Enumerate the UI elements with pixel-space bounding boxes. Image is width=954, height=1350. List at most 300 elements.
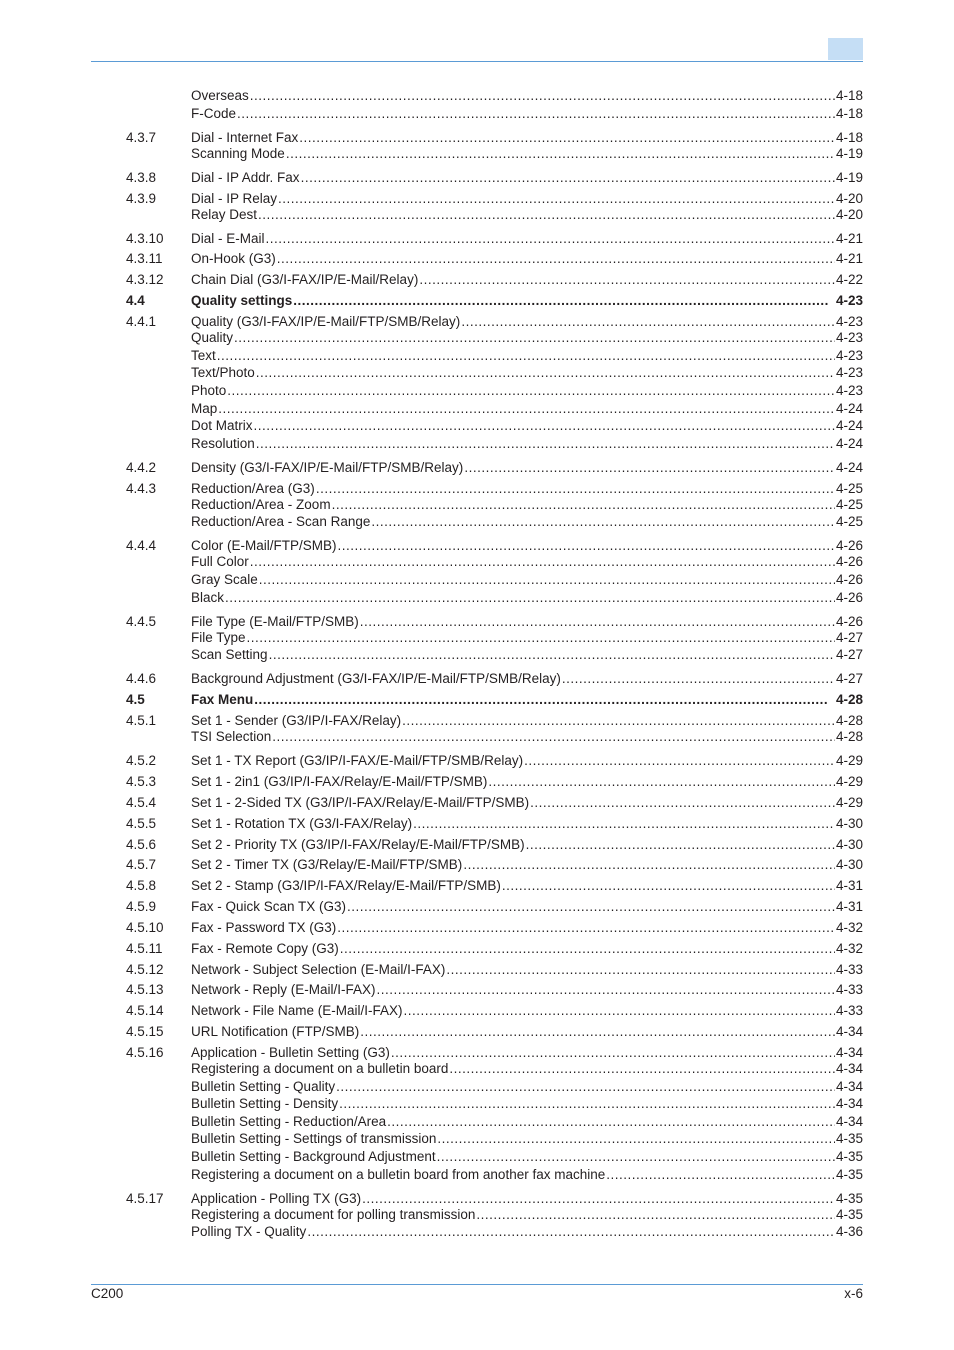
- toc-entry-title: Set 1 - Sender (G3/IP/I-FAX/Relay): [191, 713, 402, 728]
- toc-entry-line: [191, 1148, 863, 1166]
- toc-entry[interactable]: [126, 271, 863, 289]
- toc-page-number: 4-26: [835, 554, 863, 569]
- toc-dot-leader: [286, 145, 835, 163]
- toc-entry-title: Dial - E-Mail: [191, 231, 265, 246]
- toc-page-number: 4-25: [835, 481, 863, 496]
- toc-page-number: 4-18: [835, 130, 863, 145]
- toc-dot-leader: [464, 459, 835, 477]
- toc-dot-leader: [524, 752, 835, 770]
- toc-entry-title: Bulletin Setting - Settings of transmission: [191, 1131, 437, 1146]
- toc-page-number: 4-23: [835, 293, 863, 308]
- toc-entry-title: Registering a document for polling transmission: [191, 1207, 476, 1222]
- toc-page-number: 4-20: [835, 207, 863, 222]
- toc-entry-line: [191, 752, 863, 770]
- toc-entry-title: Dot Matrix: [191, 418, 253, 433]
- toc-dot-leader: [449, 1060, 835, 1078]
- toc-dot-leader: [437, 1148, 835, 1166]
- toc-page-number: 4-19: [835, 170, 863, 185]
- toc-page-number: 4-33: [835, 1003, 863, 1018]
- toc-section-number: 4.3.12: [126, 272, 164, 287]
- toc-section-number: 4.5.7: [126, 857, 157, 872]
- toc-entry[interactable]: [126, 169, 863, 187]
- toc-entry-title: Set 2 - Timer TX (G3/Relay/E-Mail/FTP/SMB): [191, 857, 463, 872]
- toc-dot-leader: [250, 553, 835, 571]
- toc-entry-line: [191, 347, 863, 365]
- toc-dot-leader: [218, 400, 835, 418]
- toc-entry[interactable]: [126, 856, 863, 874]
- toc-section-number: 4.4.1: [126, 314, 157, 329]
- toc-entry-line: [191, 981, 863, 999]
- toc-entry-line: [191, 417, 863, 435]
- toc-dot-leader: [404, 1002, 835, 1020]
- toc-page-number: 4-30: [835, 857, 863, 872]
- toc-section-number: 4.5.3: [126, 774, 157, 789]
- toc-entry[interactable]: [126, 230, 863, 248]
- toc-entry-title: Black: [191, 590, 225, 605]
- toc-section-number: 4.5.1: [126, 713, 157, 728]
- toc-dot-leader: [337, 919, 835, 937]
- toc-entry-line: [191, 773, 863, 791]
- toc-entry-line: [191, 1023, 863, 1041]
- toc-dot-leader: [360, 1023, 835, 1041]
- toc-entry[interactable]: [126, 1130, 863, 1148]
- toc-section-number: 4.5.8: [126, 878, 157, 893]
- toc-section-number: 4.5.9: [126, 899, 157, 914]
- toc-entry[interactable]: [126, 691, 863, 709]
- toc-dot-leader: [530, 794, 835, 812]
- toc-entry-title: Application - Bulletin Setting (G3): [191, 1045, 390, 1060]
- toc-page-number: 4-35: [835, 1167, 863, 1182]
- toc-entry-title: Scan Setting: [191, 647, 268, 662]
- toc-entry-line: [191, 856, 863, 874]
- toc-entry-line: [191, 1095, 863, 1113]
- toc-entry[interactable]: [126, 877, 863, 895]
- toc-entry-line: [191, 206, 863, 224]
- toc-dot-leader: [258, 206, 835, 224]
- toc-entry-title: Bulletin Setting - Quality: [191, 1079, 336, 1094]
- toc-dot-leader: [266, 230, 835, 248]
- toc-entry-line: [191, 877, 863, 895]
- toc-entry-line: [191, 105, 863, 123]
- toc-dot-leader: [272, 728, 835, 746]
- toc-entry-title: Reduction/Area - Scan Range: [191, 514, 371, 529]
- toc-dot-leader: [217, 347, 835, 365]
- toc-entry-title: Registering a document on a bulletin board: [191, 1061, 449, 1076]
- toc-entry-title: Gray Scale: [191, 572, 258, 587]
- toc-entry-title: Fax - Remote Copy (G3): [191, 941, 339, 956]
- toc-section-number: 4.5.14: [126, 1003, 164, 1018]
- toc-entry[interactable]: [126, 206, 863, 224]
- toc-page-number: 4-35: [835, 1207, 863, 1222]
- toc-entry-line: [191, 230, 863, 248]
- toc-entry[interactable]: [126, 364, 863, 382]
- toc-page-number: 4-24: [835, 418, 863, 433]
- toc-entry[interactable]: [126, 1113, 863, 1131]
- toc-page-number: 4-28: [835, 713, 863, 728]
- toc-entry-title: Quality: [191, 330, 234, 345]
- toc-entry-title: F-Code: [191, 106, 237, 121]
- toc-section-number: 4.4.5: [126, 614, 157, 629]
- toc-entry-title: Set 1 - 2in1 (G3/IP/I-FAX/Relay/E-Mail/FTP/SMB): [191, 774, 488, 789]
- toc-entry[interactable]: [126, 400, 863, 418]
- toc-entry-title: Text/Photo: [191, 365, 255, 380]
- toc-entry-title: Network - Subject Selection (E-Mail/I-FAX): [191, 962, 446, 977]
- toc-page-number: 4-34: [835, 1096, 863, 1111]
- toc-page-number: 4-23: [835, 348, 863, 363]
- toc-entry[interactable]: [126, 794, 863, 812]
- toc-page-number: 4-26: [835, 614, 863, 629]
- toc-page-number: 4-23: [835, 365, 863, 380]
- toc-section-number: 4.5.2: [126, 753, 157, 768]
- toc-dot-leader: [463, 856, 835, 874]
- toc-dot-leader: [446, 961, 835, 979]
- toc-page-number: 4-29: [835, 795, 863, 810]
- toc-dot-leader: [247, 629, 835, 647]
- toc-entry[interactable]: [126, 836, 863, 854]
- toc-dot-leader: [437, 1130, 835, 1148]
- toc-entry[interactable]: [126, 815, 863, 833]
- toc-entry-line: [191, 691, 863, 709]
- toc-dot-leader: [340, 940, 835, 958]
- toc-entry[interactable]: [126, 459, 863, 477]
- toc-dot-leader: [307, 1223, 835, 1241]
- toc-dot-leader: [256, 435, 835, 453]
- toc-entry[interactable]: [126, 145, 863, 163]
- toc-entry-line: [191, 1130, 863, 1148]
- toc-entry-title: Text: [191, 348, 216, 363]
- toc-entry[interactable]: [126, 1078, 863, 1096]
- toc-page-number: 4-32: [835, 920, 863, 935]
- toc-section-number: 4.5.16: [126, 1045, 164, 1060]
- toc-dot-leader: [476, 1206, 835, 1224]
- toc-page-number: 4-32: [835, 941, 863, 956]
- toc-entry-line: [191, 169, 863, 187]
- toc-page-number: 4-23: [835, 330, 863, 345]
- toc-entry-title: Quality settings: [191, 293, 293, 308]
- toc-entry-line: [191, 898, 863, 916]
- toc-entry[interactable]: [126, 773, 863, 791]
- toc-entry-line: [191, 459, 863, 477]
- toc-page-number: 4-23: [835, 383, 863, 398]
- toc-entry[interactable]: [126, 752, 863, 770]
- toc-entry[interactable]: [126, 382, 863, 400]
- toc-section-number: 4.4.4: [126, 538, 157, 553]
- toc-entry-line: [191, 815, 863, 833]
- toc-page-number: 4-18: [835, 106, 863, 121]
- toc-entry[interactable]: [126, 919, 863, 937]
- toc-dot-leader: [293, 292, 829, 310]
- toc-entry[interactable]: [126, 292, 863, 310]
- toc-dot-leader: [488, 773, 835, 791]
- toc-entry[interactable]: [126, 553, 863, 571]
- toc-entry[interactable]: [126, 1166, 863, 1184]
- toc-page-number: 4-34: [835, 1045, 863, 1060]
- toc-entry-line: [191, 1113, 863, 1131]
- toc-entry-title: Scanning Mode: [191, 146, 285, 161]
- toc-entry-line: [191, 919, 863, 937]
- toc-dot-leader: [254, 417, 835, 435]
- toc-entry-title: Full Color: [191, 554, 249, 569]
- toc-entry-title: File Type (E-Mail/FTP/SMB): [191, 614, 359, 629]
- toc-entry-line: [191, 435, 863, 453]
- toc-entry[interactable]: [126, 87, 863, 105]
- toc-entry-line: [191, 145, 863, 163]
- toc-entry-line: [191, 1206, 863, 1224]
- toc-page-number: 4-26: [835, 590, 863, 605]
- toc-page-number: 4-33: [835, 982, 863, 997]
- toc-entry-title: Set 1 - 2-Sided TX (G3/IP/I-FAX/Relay/E-Mail/FTP/SMB): [191, 795, 530, 810]
- toc-entry[interactable]: [126, 435, 863, 453]
- toc-dot-leader: [502, 877, 835, 895]
- toc-entry-line: [191, 670, 863, 688]
- toc-dot-leader: [225, 589, 835, 607]
- toc-entry[interactable]: [126, 417, 863, 435]
- toc-entry-title: Map: [191, 401, 218, 416]
- toc-entry-line: [191, 329, 863, 347]
- toc-dot-leader: [336, 1078, 835, 1096]
- toc-entry[interactable]: [126, 1060, 863, 1078]
- toc-entry[interactable]: [126, 329, 863, 347]
- toc-entry-title: Bulletin Setting - Reduction/Area: [191, 1114, 387, 1129]
- toc-entry-title: URL Notification (FTP/SMB): [191, 1024, 360, 1039]
- toc-entry-title: Bulletin Setting - Background Adjustment: [191, 1149, 436, 1164]
- toc-dot-leader: [413, 815, 835, 833]
- toc-page-number: 4-23: [835, 314, 863, 329]
- toc-page-number: 4-29: [835, 753, 863, 768]
- toc-entry-line: [191, 250, 863, 268]
- toc-section-number: 4.5.15: [126, 1024, 164, 1039]
- toc-entry[interactable]: [126, 728, 863, 746]
- toc-entry[interactable]: [126, 347, 863, 365]
- toc-entry-title: Color (E-Mail/FTP/SMB): [191, 538, 337, 553]
- toc-entry[interactable]: [126, 981, 863, 999]
- toc-entry-title: On-Hook (G3): [191, 251, 276, 266]
- toc-entry[interactable]: [126, 1002, 863, 1020]
- toc-entry-line: [191, 271, 863, 289]
- toc-entry[interactable]: [126, 1148, 863, 1166]
- toc-page-number: 4-27: [835, 630, 863, 645]
- toc-entry[interactable]: [126, 496, 863, 514]
- toc-entry-title: Polling TX - Quality: [191, 1224, 307, 1239]
- toc-entry-title: Network - Reply (E-Mail/I-FAX): [191, 982, 376, 997]
- toc-entry-line: [191, 382, 863, 400]
- toc-dot-leader: [227, 382, 835, 400]
- toc-entry-title: Reduction/Area (G3): [191, 481, 315, 496]
- toc-section-number: 4.4.3: [126, 481, 157, 496]
- toc-section-number: 4.3.8: [126, 170, 157, 185]
- toc-page-number: 4-31: [835, 899, 863, 914]
- toc-entry-title: Application - Polling TX (G3): [191, 1191, 362, 1206]
- toc-entry[interactable]: [126, 1223, 863, 1241]
- toc-dot-leader: [234, 329, 835, 347]
- toc-entry-line: [191, 629, 863, 647]
- toc-section-number: 4.5: [126, 692, 145, 707]
- toc-dot-leader: [254, 691, 829, 709]
- toc-page-number: 4-22: [835, 272, 863, 287]
- toc-entry-title: Set 2 - Stamp (G3/IP/I-FAX/Relay/E-Mail/FTP/SMB): [191, 878, 501, 893]
- toc-entry-line: [191, 87, 863, 105]
- toc-section-number: 4.5.13: [126, 982, 164, 997]
- toc-page-number: 4-21: [835, 231, 863, 246]
- toc-entry-title: Photo: [191, 383, 227, 398]
- toc-page-number: 4-35: [835, 1191, 863, 1206]
- toc-page-number: 4-28: [835, 729, 863, 744]
- toc-section-number: 4.5.4: [126, 795, 157, 810]
- toc-entry[interactable]: [126, 513, 863, 531]
- toc-entry-line: [191, 589, 863, 607]
- toc-page-number: 4-29: [835, 774, 863, 789]
- toc-dot-leader: [526, 836, 835, 854]
- toc-dot-leader: [269, 646, 835, 664]
- toc-dot-leader: [606, 1166, 835, 1184]
- toc-entry-line: [191, 961, 863, 979]
- toc-entry-line: [191, 400, 863, 418]
- toc-entry-title: Quality (G3/I-FAX/IP/E-Mail/FTP/SMB/Relay): [191, 314, 461, 329]
- toc-entry-title: Dial - IP Addr. Fax: [191, 170, 300, 185]
- toc-page-number: 4-35: [835, 1149, 863, 1164]
- toc-entry[interactable]: [126, 250, 863, 268]
- toc-entry-title: Resolution: [191, 436, 255, 451]
- toc-entry-line: [191, 1223, 863, 1241]
- toc-entry-title: Relay Dest: [191, 207, 258, 222]
- toc-page-number: 4-25: [835, 497, 863, 512]
- toc-page-number: 4-20: [835, 191, 863, 206]
- toc-page-number: 4-24: [835, 436, 863, 451]
- toc-dot-leader: [387, 1113, 835, 1131]
- footer-product: C200: [91, 1286, 124, 1301]
- toc-entry-title: Background Adjustment (G3/I-FAX/IP/E-Mail/FTP/SMB/Relay): [191, 671, 561, 686]
- toc-entry[interactable]: [126, 1095, 863, 1113]
- toc-entry-line: [191, 646, 863, 664]
- toc-dot-leader: [347, 898, 835, 916]
- toc-section-number: 4.4.6: [126, 671, 157, 686]
- toc-section-number: 4.4: [126, 293, 145, 308]
- toc-dot-leader: [377, 981, 835, 999]
- toc-entry[interactable]: [126, 961, 863, 979]
- toc-entry[interactable]: [126, 670, 863, 688]
- toc-page-number: 4-36: [835, 1224, 863, 1239]
- toc-entry-title: Fax - Quick Scan TX (G3): [191, 899, 347, 914]
- toc-entry-line: [191, 794, 863, 812]
- toc-dot-leader: [259, 571, 835, 589]
- toc-entry-line: [191, 513, 863, 531]
- toc-entry-line: [191, 571, 863, 589]
- toc-dot-leader: [301, 169, 835, 187]
- toc-entry-line: [191, 496, 863, 514]
- toc-entry-line: [191, 1060, 863, 1078]
- toc-entry[interactable]: [126, 940, 863, 958]
- toc-page-number: 4-35: [835, 1131, 863, 1146]
- toc-section-number: 4.5.6: [126, 837, 157, 852]
- toc-entry[interactable]: [126, 571, 863, 589]
- toc-page-number: 4-27: [835, 671, 863, 686]
- toc-section-number: 4.3.11: [126, 251, 163, 266]
- toc-page-number: 4-30: [835, 816, 863, 831]
- toc-entry-title: Dial - Internet Fax: [191, 130, 299, 145]
- toc-page-number: 4-19: [835, 146, 863, 161]
- toc-entry-line: [191, 1166, 863, 1184]
- toc-page-number: 4-21: [835, 251, 863, 266]
- toc-dot-leader: [250, 87, 835, 105]
- toc-page-number: 4-34: [835, 1024, 863, 1039]
- footer-page-number: x-6: [844, 1286, 863, 1301]
- toc-entry-line: [191, 553, 863, 571]
- toc-dot-leader: [339, 1095, 835, 1113]
- toc-entry-title: Registering a document on a bulletin board from another fax machine: [191, 1167, 606, 1182]
- toc-page-number: 4-34: [835, 1079, 863, 1094]
- toc-entry-line: [191, 292, 863, 310]
- toc-entry-line: [191, 728, 863, 746]
- toc-entry-title: Fax - Password TX (G3): [191, 920, 337, 935]
- toc-page-number: 4-26: [835, 538, 863, 553]
- toc-entry-title: Chain Dial (G3/I-FAX/IP/E-Mail/Relay): [191, 272, 419, 287]
- toc-dot-leader: [562, 670, 835, 688]
- toc-entry-title: Reduction/Area - Zoom: [191, 497, 331, 512]
- toc-dot-leader: [237, 105, 835, 123]
- toc-dot-leader: [332, 496, 835, 514]
- toc-entry-line: [191, 836, 863, 854]
- toc-section-number: 4.5.12: [126, 962, 164, 977]
- toc-section-number: 4.4.2: [126, 460, 157, 475]
- toc-entry-line: [191, 1078, 863, 1096]
- toc-entry[interactable]: [126, 646, 863, 664]
- toc-page-number: 4-33: [835, 962, 863, 977]
- toc-entry[interactable]: [126, 629, 863, 647]
- toc-entry-line: [191, 940, 863, 958]
- toc-page-number: 4-26: [835, 572, 863, 587]
- toc-page-number: 4-18: [835, 88, 863, 103]
- toc-section-number: 4.3.9: [126, 191, 157, 206]
- toc-entry-title: Density (G3/I-FAX/IP/E-Mail/FTP/SMB/Relay): [191, 460, 464, 475]
- toc-page-number: 4-27: [835, 647, 863, 662]
- toc-entry-title: Overseas: [191, 88, 249, 103]
- toc-entry-title: Bulletin Setting - Density: [191, 1096, 339, 1111]
- toc-entry-title: Fax Menu: [191, 692, 254, 707]
- toc-entry-line: [191, 1002, 863, 1020]
- toc-entry-title: Set 1 - Rotation TX (G3/I-FAX/Relay): [191, 816, 413, 831]
- toc-entry-title: Set 1 - TX Report (G3/IP/I-FAX/E-Mail/FTP/SMB/Relay): [191, 753, 524, 768]
- toc-page-number: 4-34: [835, 1114, 863, 1129]
- footer-rule: [91, 1284, 863, 1285]
- toc-entry-title: Network - File Name (E-Mail/I-FAX): [191, 1003, 403, 1018]
- toc-entry-line: [191, 364, 863, 382]
- toc-entry[interactable]: [126, 1023, 863, 1041]
- toc-entry-title: Set 2 - Priority TX (G3/IP/I-FAX/Relay/E-Mail/FTP/SMB): [191, 837, 525, 852]
- toc-page-number: 4-24: [835, 460, 863, 475]
- toc-entry-title: TSI Selection: [191, 729, 272, 744]
- toc-page-number: 4-25: [835, 514, 863, 529]
- toc-dot-leader: [419, 271, 835, 289]
- toc-entry[interactable]: [126, 1206, 863, 1224]
- toc-entry-title: Dial - IP Relay: [191, 191, 278, 206]
- toc-dot-leader: [371, 513, 835, 531]
- toc-page-number: 4-24: [835, 401, 863, 416]
- toc-page-number: 4-28: [835, 692, 863, 707]
- toc-section-number: 4.5.10: [126, 920, 164, 935]
- toc-section-number: 4.5.11: [126, 941, 163, 956]
- toc-section-number: 4.3.10: [126, 231, 164, 246]
- toc-dot-leader: [277, 250, 835, 268]
- toc-page-number: 4-30: [835, 837, 863, 852]
- toc-dot-leader: [256, 364, 835, 382]
- toc-entry[interactable]: [126, 898, 863, 916]
- toc-section-number: 4.5.17: [126, 1191, 164, 1206]
- toc-page-number: 4-31: [835, 878, 863, 893]
- toc-page-number: 4-34: [835, 1061, 863, 1076]
- toc-section-number: 4.3.7: [126, 130, 157, 145]
- toc-entry[interactable]: [126, 105, 863, 123]
- toc-entry[interactable]: [126, 589, 863, 607]
